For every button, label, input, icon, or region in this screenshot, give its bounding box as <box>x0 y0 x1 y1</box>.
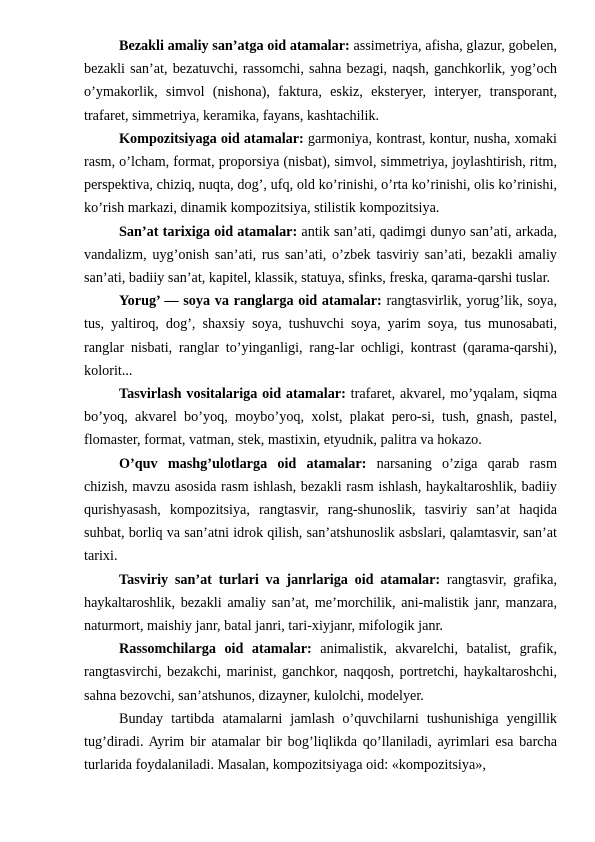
paragraph-composition <box>84 128 557 221</box>
paragraph-lead: Tasvirlash vositalariga oid atamalar: <box>119 386 346 403</box>
paragraph-applied-art <box>84 35 557 128</box>
paragraph-body: Bunday tartibda atamalarni jamlash o’quvchilarni tushunishiga yengillik tug’diradi. Ayrim bir atamalar bir bog’liqlikda qo’llaniladi, ayrimlari esa barcha turlarida foydalaniladi. Masalan, kompozitsiyaga oid: «kompozitsiya», <box>84 710 557 774</box>
paragraph-drawing-tools <box>84 383 557 453</box>
paragraph-light-shadow-color <box>84 290 557 383</box>
paragraph-lead: Bezakli amaliy san’atga oid atamalar: <box>119 38 350 54</box>
paragraph-lead: Rassomchilarga oid atamalar: <box>119 641 312 658</box>
paragraph-body: assimetriya, afisha, glazur, gobelen, bezakli san’at, bezatuvchi, rassomchi, sahna bezagi, naqsh, ganchkorlik, yog’och o’ymakorlik, simvol (nishona), faktura, eskiz, eksteryer, interyer, transporant, trafaret, simmetriya, keramika, fayans, kashtachilik. <box>84 38 558 124</box>
paragraph-body: rangtasvirlik, yorug’lik, soya, tus, yaltiroq, dog’, shaxsiy soya, tushuvchi soya, yarim soya, tus munosabati, ranglar nisbati, ranglar to’yinganligi, rang-lar ochligi, kontrast (qarama-qarshi), kolorit... <box>84 293 557 379</box>
paragraph-artists <box>84 638 557 708</box>
paragraph-lead: San’at tarixiga oid atamalar: <box>119 223 298 240</box>
paragraph-body: trafaret, akvarel, mo’yqalam, siqma bo’yoq, akvarel bo’yoq, moybo’yoq, xolst, plakat pero-si, tush, gnash, pastel, flomaster, format, vatman, stek, mastixin, etyudnik, palitra va hokazo. <box>84 386 557 449</box>
document-page <box>84 35 557 778</box>
paragraph-genres <box>84 569 557 639</box>
paragraph-lead: Tasviriy san’at turlari va janrlariga oid atamalar: <box>119 571 441 588</box>
paragraph-body: garmoniya, kontrast, kontur, nusha, xomaki rasm, o’lcham, format, proporsiya (nisbat), simvol, simmetriya, joylashtirish, ritm, perspektiva, chiziq, nuqta, dog’, ufq, old ko’rinishi, o’rta ko’rinishi, olis ko’rinishi, ko’rish markazi, dinamik kompozitsiya, stilistik kompozitsiya. <box>84 130 557 217</box>
paragraph-lessons <box>84 453 557 569</box>
paragraph-lead: Yorug’ — soya va ranglarga oid atamalar: <box>119 293 382 310</box>
paragraph-closing <box>84 708 557 778</box>
paragraph-lead: Kompozitsiyaga oid atamalar: <box>119 130 304 147</box>
paragraph-body: rangtasvir, grafika, haykaltaroshlik, bezakli amaliy san’at, me’morchilik, ani-malistik janr, manzara, naturmort, maishiy janr, batal janri, tari-xiyjanr, mifologik janr. <box>84 571 557 635</box>
paragraph-lead: O’quv mashg’ulotlarga oid atamalar: <box>119 455 367 472</box>
paragraph-body: animalistik, akvarelchi, batalist, grafik, rangtasvirchi, bezakchi, marinist, ganchkor, naqqosh, portretchi, haykaltaroshchi, sahna bezovchi, san’atshunos, dizayner, kulolchi, modelyer. <box>84 641 557 704</box>
paragraph-body: narsaning o’ziga qarab rasm chizish, mavzu asosida rasm ishlash, bezakli rasm ishlash, haykaltaroshlik, badiiy qurishyasash, kompozitsiya, rangtasvir, rang-shunoslik, tasviriy san’at haqida suhbat, borliq va san’atni idrok qilish, san’atshunoslik asbslari, qalamtasvir, san’at tarixi. <box>84 455 557 565</box>
paragraph-art-history <box>84 221 557 291</box>
paragraph-body: antik san’ati, qadimgi dunyo san’ati, arkada, vandalizm, uyg’onish san’ati, rus san’ati, o’zbek tasviriy san’ati, bezakli amaliy san’ati, badiiy san’at, kapitel, klassik, statuya, sfinks, freska, qarama-qarshi tuslar. <box>84 223 557 287</box>
